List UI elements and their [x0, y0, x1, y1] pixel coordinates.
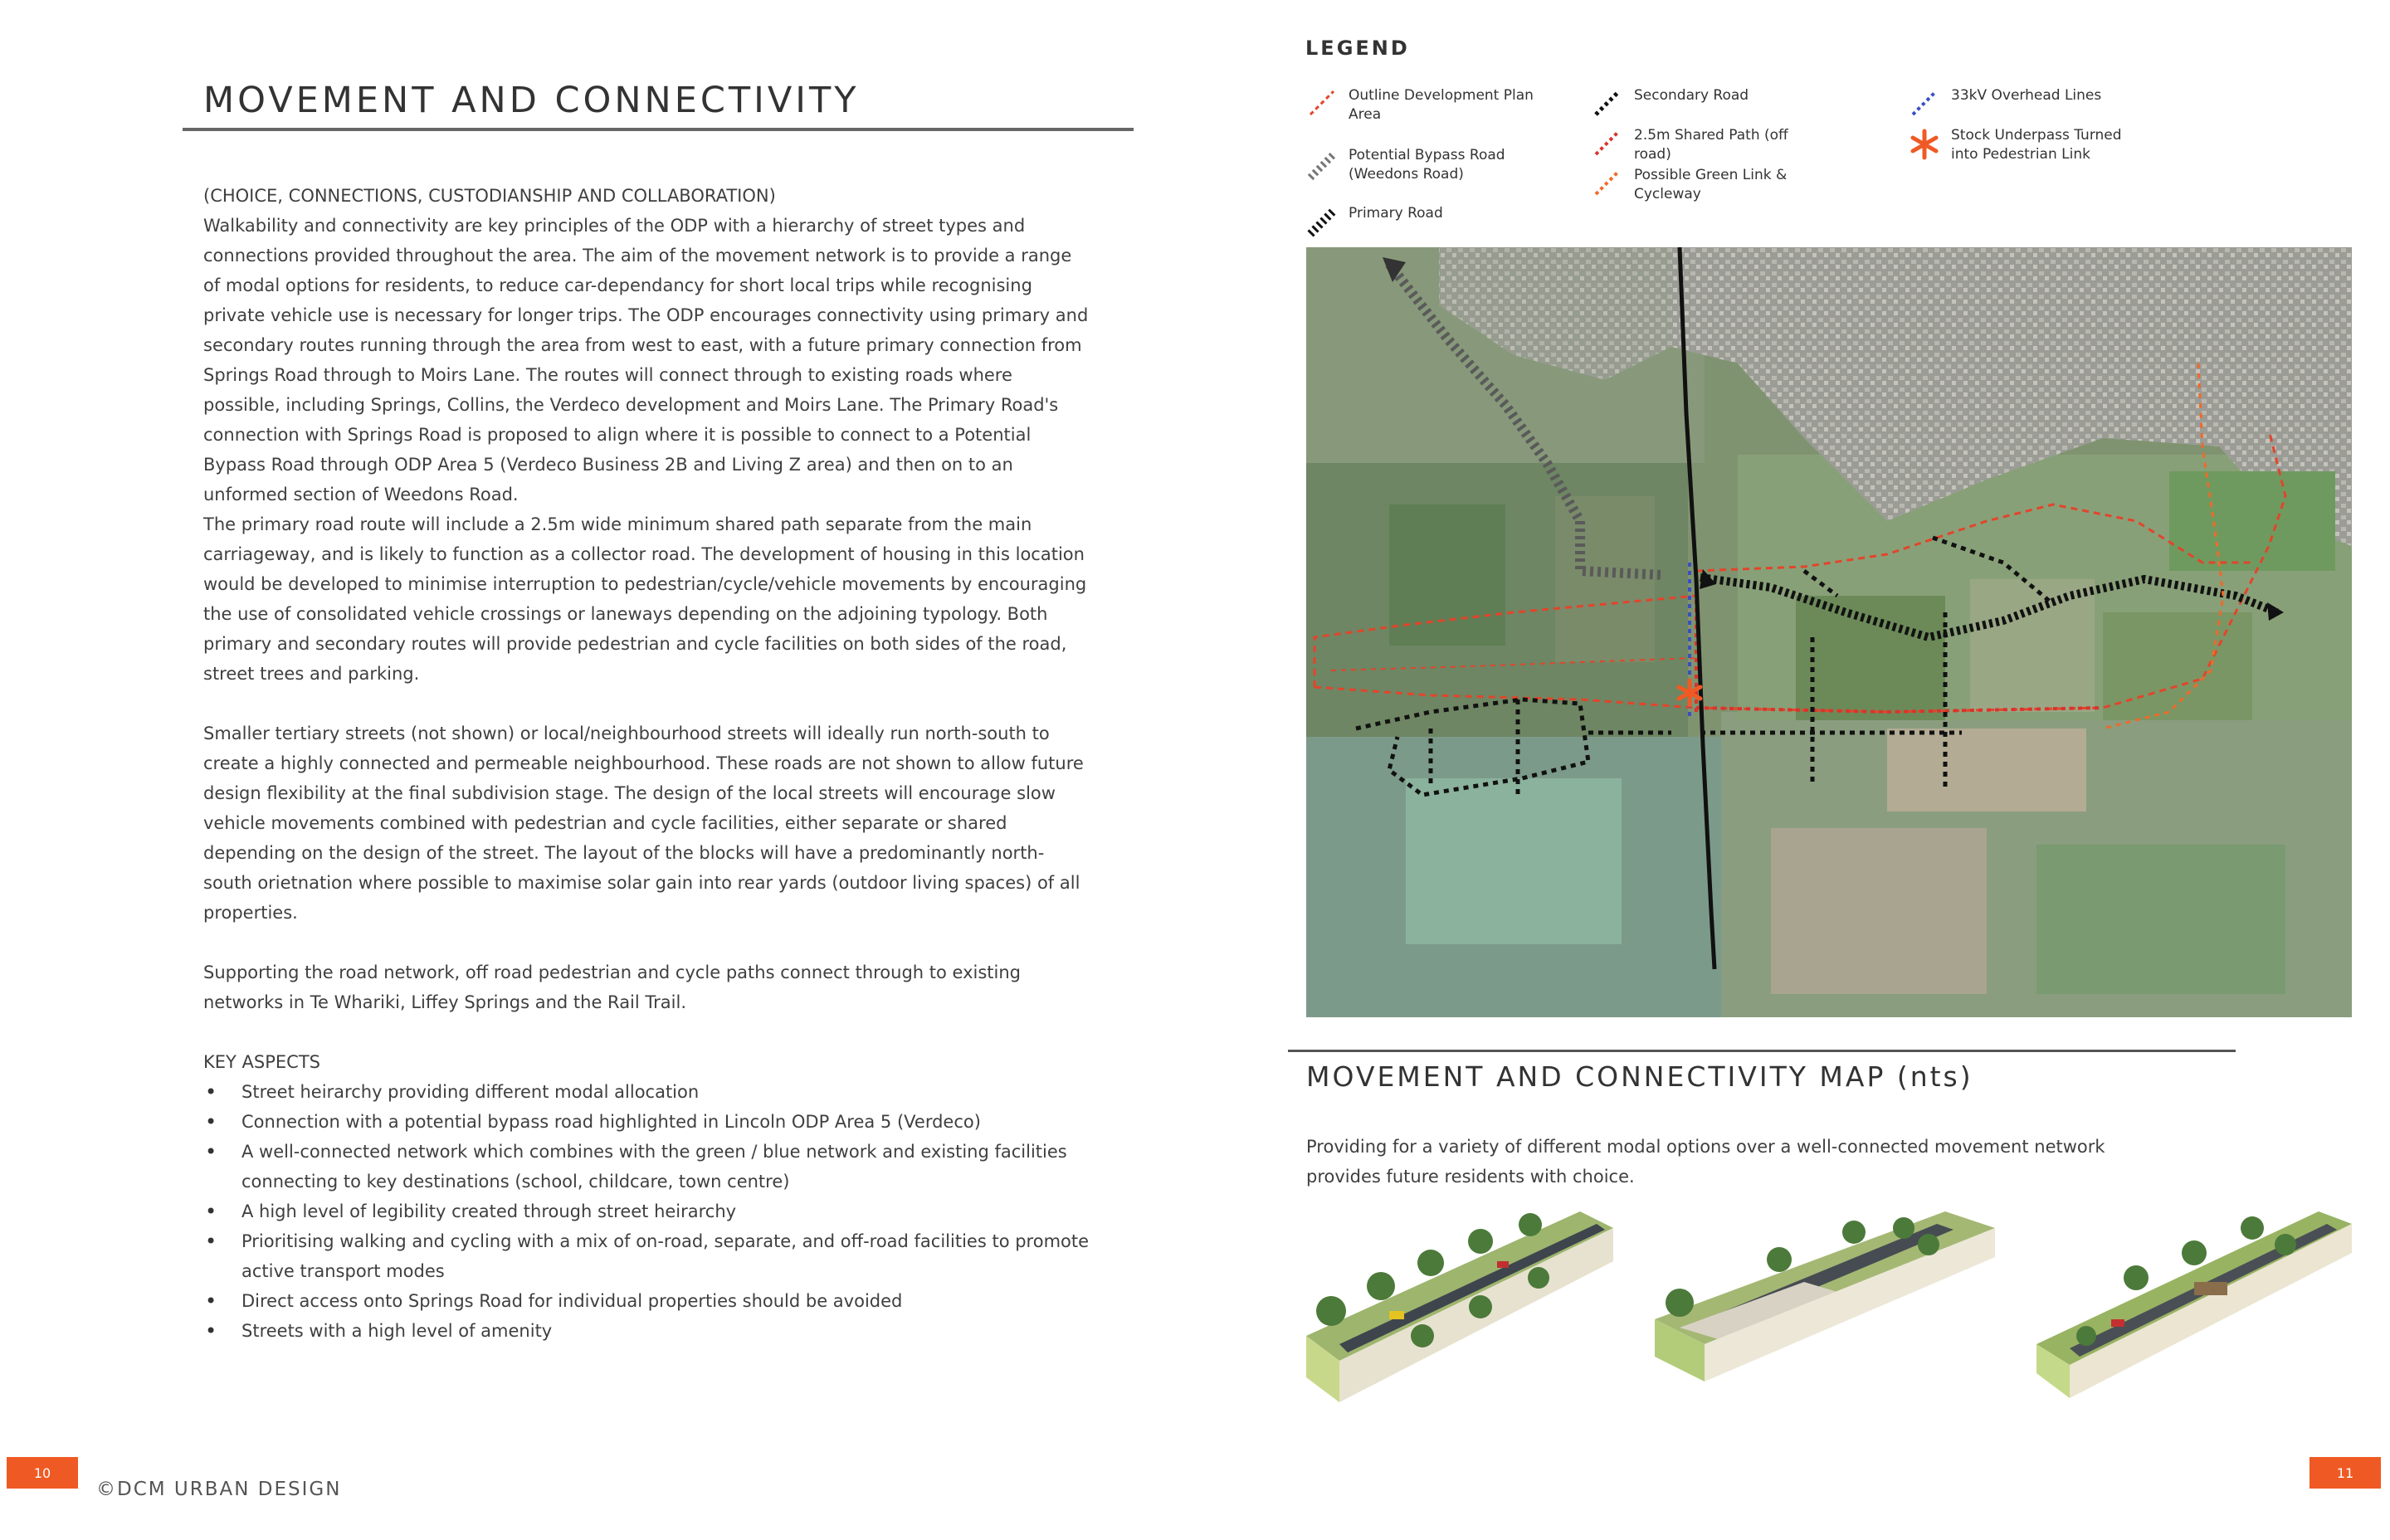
legend-item-overhead-lines: 33kV Overhead Lines	[1908, 86, 2142, 119]
legend-item-odp-area: Outline Development Plan Area	[1305, 86, 1539, 124]
green-link-line-icon	[1591, 166, 1624, 199]
intro-paragraph: Walkability and connectivity are key principles of the ODP with a hierarchy of street types and connections provided throughout the area. The aim of the movement network is to provide a range of modal options for residents, to reduce car-dependancy for short local trips while recognising private vehicle use is necessary for longer trips. The ODP encourages connectivity using primary and secondary routes running through the area from west to east, with a future primary connection from Springs Road through to Moirs Lane. The routes will connect through to existing roads where possible, including Springs, Collins, the Verdeco development and Moirs Lane. The Primary Road's connection with Springs Road is proposed to align where it is possible to connect to a Potential Bypass Road through ODP Area 5 (Verdeco Business 2B and Living Z area) and then on to an unformed section of Weedons Road.	[203, 216, 1089, 504]
map-graphic	[1306, 247, 2352, 1017]
list-item: • Street heirarchy providing different modal allocation	[203, 1077, 1091, 1107]
legend-title: LEGEND	[1305, 37, 1410, 60]
paragraph-gap	[203, 928, 1091, 958]
aerial-map	[1306, 247, 2352, 1017]
primary-road-section-illustration	[1306, 1211, 1613, 1444]
odp-area-line-icon	[1305, 86, 1339, 119]
legend-item-primary-road: Primary Road	[1305, 204, 1539, 237]
legend-item-stock-underpass: Stock Underpass Turned into Pedestrian Link	[1908, 126, 2142, 164]
shared-path-section-illustration	[1655, 1211, 1995, 1444]
bypass-road-line-icon	[1305, 146, 1339, 183]
overhead-lines-line-icon	[1908, 86, 1941, 119]
key-aspects-list	[203, 1077, 1091, 1346]
legend	[1305, 80, 2285, 237]
map-title: MOVEMENT AND CONNECTIVITY MAP (nts)	[1306, 1060, 1973, 1093]
list-item: • Connection with a potential bypass road highlighted in Lincoln ODP Area 5 (Verdeco)	[203, 1107, 1091, 1137]
primary-road-paragraph: The primary road route will include a 2.5m wide minimum shared path separate from the main carriageway, and is likely to function as a collector road. The development of housing in this location would be developed to minimise interruption to pedestrian/cycle/vehicle movements by encouraging the use of consolidated vehicle crossings or laneways depending on the adjoining typology. Both primary and secondary routes will provide pedestrian and cycle facilities on both sides of the road, street trees and parking.	[203, 514, 1087, 684]
street-section-illustrations	[1306, 1211, 2352, 1444]
list-item: • A well-connected network which combines with the green / blue network and existing facilities connecting to key destinations (school, childcare, town centre)	[203, 1137, 1091, 1196]
asterisk-icon	[1908, 126, 1941, 163]
body-text	[203, 181, 1091, 1346]
map-caption: Providing for a variety of different modal options over a well-connected movement network provides future residents with choice.	[1306, 1137, 2105, 1187]
key-aspects-heading: KEY ASPECTS	[203, 1052, 320, 1072]
secondary-road-line-icon	[1591, 86, 1624, 119]
list-item: • Streets with a high level of amenity	[203, 1316, 1091, 1346]
paragraph-gap	[203, 689, 1091, 719]
page-number-badge: 11	[2310, 1457, 2381, 1489]
list-item: • Prioritising walking and cycling with a mix of on-road, separate, and off-road facilities to promote active transport modes	[203, 1226, 1091, 1286]
legend-item-shared-path: 2.5m Shared Path (off road)	[1591, 126, 1825, 164]
list-item: • Direct access onto Springs Road for individual properties should be avoided	[203, 1286, 1091, 1316]
shared-path-line-icon	[1591, 126, 1624, 159]
tertiary-streets-paragraph: Smaller tertiary streets (not shown) or local/neighbourhood streets will ideally run north-south to create a highly connected and permeable neighbourhood. These roads are not shown to allow future design flexibility at the final subdivision stage. The design of the local streets will encourage slow vehicle movements combined with pedestrian and cycle facilities, either separate or shared depending on the design of the street. The layout of the blocks will have a predominantly north-south orietnation where possible to maximise solar gain into rear yards (outdoor living spaces) of all properties.	[203, 724, 1084, 923]
paths-paragraph: Supporting the road network, off road pedestrian and cycle paths connect through to existing networks in Te Whariki, Liffey Springs and the Rail Trail.	[203, 962, 1022, 1012]
page-number-badge: 10	[7, 1457, 78, 1489]
title-divider	[183, 128, 1134, 131]
right-page	[1195, 0, 2390, 1540]
map-title-divider	[1288, 1050, 2236, 1052]
subtitle-paragraph: (CHOICE, CONNECTIONS, CUSTODIANSHIP AND COLLABORATION)	[203, 186, 776, 206]
legend-item-green-link: Possible Green Link & Cycleway	[1591, 166, 1825, 204]
secondary-road-section-illustration	[2036, 1211, 2352, 1444]
legend-item-secondary-road: Secondary Road	[1591, 86, 1825, 119]
primary-road-line-icon	[1305, 204, 1339, 237]
page-title: MOVEMENT AND CONNECTIVITY	[203, 80, 860, 121]
copyright-text: ©DCM URBAN DESIGN	[96, 1479, 342, 1500]
list-item: • A high level of legibility created through street heirarchy	[203, 1196, 1091, 1226]
legend-item-bypass-road: Potential Bypass Road (Weedons Road)	[1305, 146, 1539, 184]
